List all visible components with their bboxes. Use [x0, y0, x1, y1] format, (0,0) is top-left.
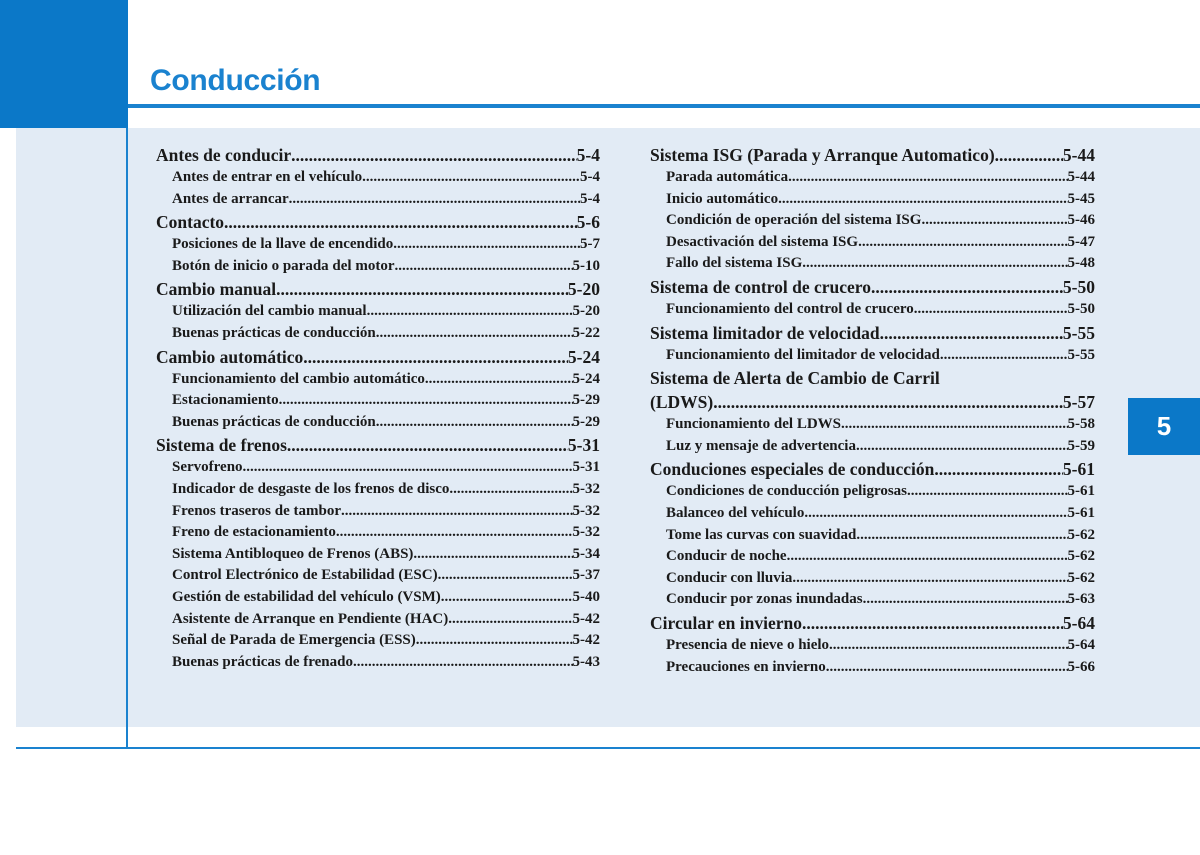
- toc-subsection[interactable]: Condiciones de conducción peligrosas ..... 5-61: [650, 481, 1095, 503]
- toc-subsection[interactable]: Señal de Parada de Emergencia (ESS) ..... 5-42: [156, 630, 600, 652]
- toc-section[interactable]: Cambio manual ..... 5-20: [156, 278, 600, 301]
- toc-subsection[interactable]: Funcionamiento del limitador de velocidad ..... 5-55: [650, 345, 1095, 367]
- toc-subsection[interactable]: Asistente de Arranque en Pendiente (HAC) ..... 5-42: [156, 609, 600, 631]
- toc-subsection[interactable]: Buenas prácticas de frenado ..... 5-43: [156, 652, 600, 674]
- title-underline: [128, 104, 1200, 108]
- toc-subsection[interactable]: Posiciones de la llave de encendido ..... 5-7: [156, 234, 600, 256]
- toc-subsection[interactable]: Luz y mensaje de advertencia ..... 5-59: [650, 436, 1095, 458]
- toc-subsection[interactable]: Indicador de desgaste de los frenos de disco ..... 5-32: [156, 479, 600, 501]
- toc-subsection[interactable]: Presencia de nieve o hielo ..... 5-64: [650, 635, 1095, 657]
- toc-section[interactable]: Sistema de frenos ..... 5-31: [156, 434, 600, 457]
- toc-subsection[interactable]: Antes de entrar en el vehículo ..... 5-4: [156, 167, 600, 189]
- toc-subsection[interactable]: Conducir de noche ..... 5-62: [650, 546, 1095, 568]
- toc-subsection[interactable]: Inicio automático ..... 5-45: [650, 189, 1095, 211]
- toc-subsection[interactable]: Parada automática ..... 5-44: [650, 167, 1095, 189]
- toc-subsection[interactable]: Precauciones en invierno ..... 5-66: [650, 657, 1095, 679]
- toc-subsection[interactable]: Frenos traseros de tambor ..... 5-32: [156, 501, 600, 523]
- toc-section-line1[interactable]: Sistema de Alerta de Cambio de Carril: [650, 368, 940, 389]
- bottom-rule: [16, 747, 1200, 749]
- toc-subsection[interactable]: Desactivación del sistema ISG ..... 5-47: [650, 232, 1095, 254]
- toc-section[interactable]: Sistema limitador de velocidad ..... 5-55: [650, 322, 1095, 345]
- toc-section[interactable]: Contacto ..... 5-6: [156, 211, 600, 234]
- toc-subsection[interactable]: Control Electrónico de Estabilidad (ESC) ..... 5-37: [156, 565, 600, 587]
- toc-subsection[interactable]: Tome las curvas con suavidad ..... 5-62: [650, 525, 1095, 547]
- toc-section[interactable]: Conduciones especiales de conducción ..... 5-61: [650, 458, 1095, 481]
- toc-section[interactable]: Sistema de control de crucero ..... 5-50: [650, 276, 1095, 299]
- toc-section[interactable]: (LDWS) ..... 5-57: [650, 391, 1095, 414]
- toc-subsection[interactable]: Buenas prácticas de conducción ..... 5-29: [156, 412, 600, 434]
- toc-subsection[interactable]: Funcionamiento del cambio automático ..... 5-24: [156, 369, 600, 391]
- toc-subsection[interactable]: Gestión de estabilidad del vehículo (VSM) ..... 5-40: [156, 587, 600, 609]
- toc-left-column: [156, 143, 600, 673]
- toc-subsection[interactable]: Fallo del sistema ISG ..... 5-48: [650, 253, 1095, 275]
- page-title: Conducción: [150, 64, 321, 97]
- toc-section[interactable]: Antes de conducir ..... 5-4: [156, 144, 600, 167]
- toc-subsection[interactable]: Sistema Antibloqueo de Frenos (ABS) ..... 5-34: [156, 544, 600, 566]
- toc-subsection[interactable]: Botón de inicio o parada del motor ..... 5-10: [156, 256, 600, 278]
- toc-right-column: [650, 143, 1095, 678]
- toc-subsection[interactable]: Balanceo del vehículo ..... 5-61: [650, 503, 1095, 525]
- toc-subsection[interactable]: Antes de arrancar ..... 5-4: [156, 189, 600, 211]
- toc-section[interactable]: Circular en invierno ..... 5-64: [650, 612, 1095, 635]
- corner-color-block: [0, 0, 128, 128]
- chapter-tab[interactable]: 5: [1128, 398, 1200, 455]
- toc-subsection[interactable]: Funcionamiento del LDWS ..... 5-58: [650, 414, 1095, 436]
- toc-subsection[interactable]: Conducir con lluvia ..... 5-62: [650, 568, 1095, 590]
- toc-subsection[interactable]: Funcionamiento del control de crucero ..... 5-50: [650, 299, 1095, 321]
- toc-subsection[interactable]: Utilización del cambio manual ..... 5-20: [156, 301, 600, 323]
- toc-subsection[interactable]: Condición de operación del sistema ISG ..... 5-46: [650, 210, 1095, 232]
- toc-subsection[interactable]: Estacionamiento ..... 5-29: [156, 390, 600, 412]
- toc-subsection[interactable]: Buenas prácticas de conducción ..... 5-22: [156, 323, 600, 345]
- toc-section[interactable]: Cambio automático ..... 5-24: [156, 346, 600, 369]
- margin-vertical-rule: [126, 128, 128, 748]
- toc-subsection[interactable]: Servofreno ..... 5-31: [156, 457, 600, 479]
- toc-subsection[interactable]: Conducir por zonas inundadas ..... 5-63: [650, 589, 1095, 611]
- toc-subsection[interactable]: Freno de estacionamiento ..... 5-32: [156, 522, 600, 544]
- toc-section[interactable]: Sistema ISG (Parada y Arranque Automatico) ..... 5-44: [650, 144, 1095, 167]
